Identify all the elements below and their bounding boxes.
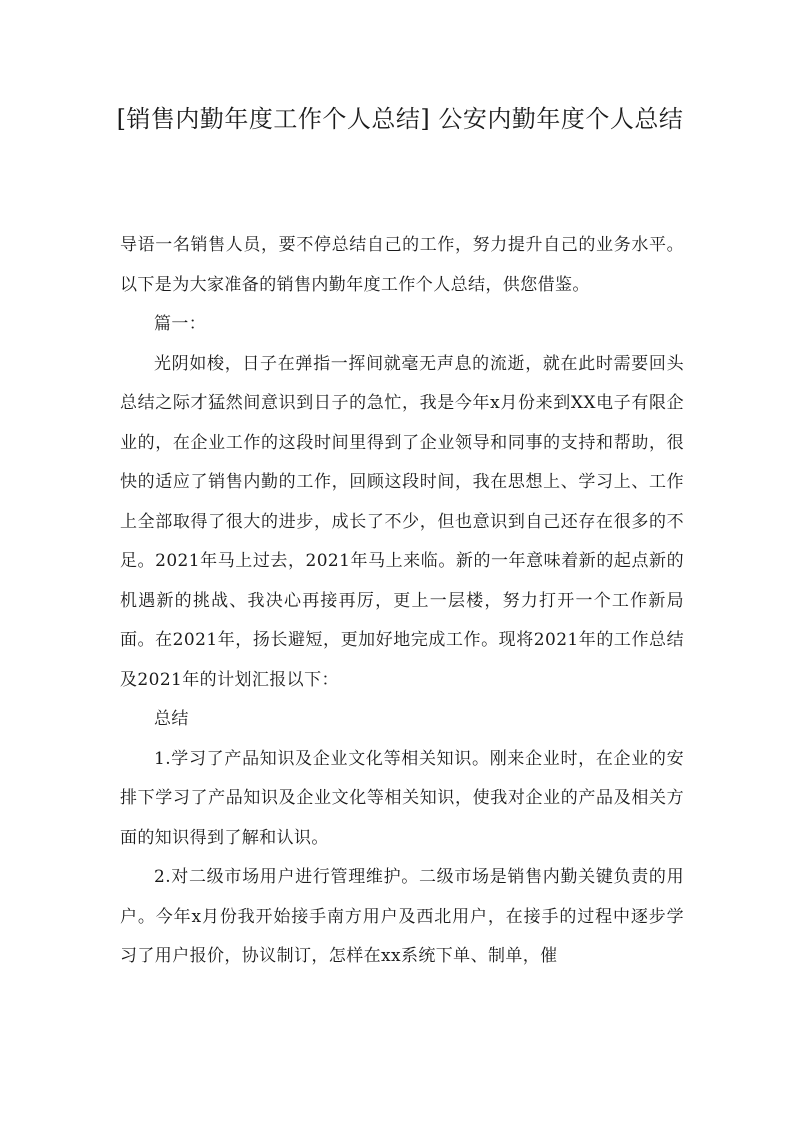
intro-paragraph: 导语一名销售人员，要不停总结自己的工作，努力提升自己的业务水平。以下是为大家准备的销售内勤年度工作个人总结，供您借鉴。 [120, 235, 684, 295]
body-paragraph: 1.学习了产品知识及企业文化等相关知识。刚来企业时，在企业的安排下学习了产品知识及企业文化等相关知识，使我对企业的产品及相关方面的知识得到了解和认识。 [120, 748, 684, 848]
section-heading-summary: 总结 [154, 709, 189, 729]
document-title: [销售内勤年度工作个人总结] 公安内勤年度个人总结 [116, 105, 684, 133]
body-paragraph: 2.对二级市场用户进行管理维护。二级市场是销售内勤关键负责的用户。今年x月份我开始接手南方用户及西北用户，在接手的过程中逐步学习了用户报价，协议制订，怎样在xx系统下单、制单，催 [120, 867, 684, 966]
document-body [120, 226, 684, 977]
section-heading-part-one: 篇一： [154, 314, 207, 334]
body-paragraph: 光阴如梭，日子在弹指一挥间就毫无声息的流逝，就在此时需要回头总结之际才猛然间意识到日子的急忙，我是今年x月份来到XX电子有限企业的，在企业工作的这段时间里得到了企业领导和同事的支持和帮助，很快的适应了销售内勤的工作，回顾这段时间，我在思想上、学习上、工作上全部取得了很大的进步，成长了不少，但也意识到自己还存在很多的不足。2021年马上过去，2021年马上来临。新的一年意味着新的起点新的机遇新的挑战、我决心再接再厉，更上一层楼，努力打开一个工作新局面。在2021年，扬长避短，更加好地完成工作。现将2021年的工作总结及2021年的计划汇报以下： [120, 353, 684, 690]
